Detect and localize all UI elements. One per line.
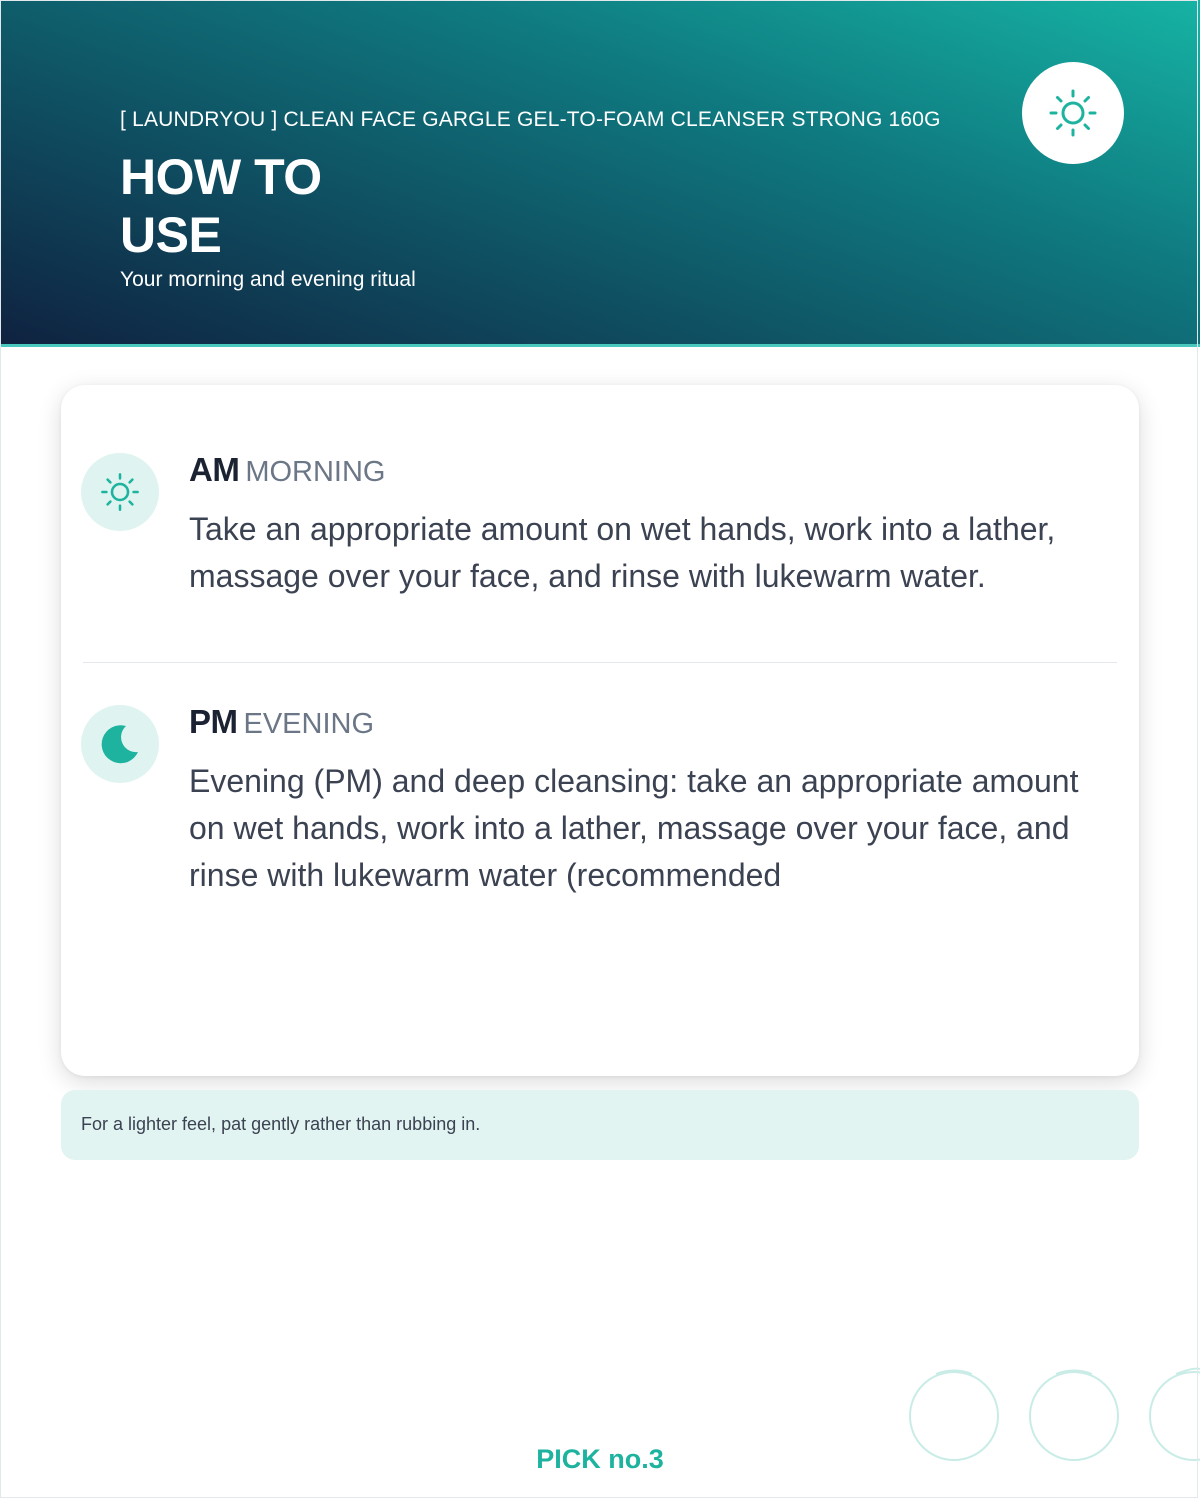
sun-icon <box>1043 83 1103 143</box>
header-banner <box>0 0 1200 344</box>
evening-heading <box>189 703 374 741</box>
morning-instructions: Take an appropriate amount on wet hands, work into a lather, massage over your face, and rinse with lukewarm water. <box>189 511 1056 594</box>
moon-icon <box>96 720 144 768</box>
evening-label: EVENING <box>243 708 375 740</box>
product-name: [ LAUNDRYOU ] CLEAN FACE GARGLE GEL-TO-FOAM CLEANSER STRONG 160G <box>120 108 941 131</box>
page-title-line2: USE <box>120 207 222 263</box>
page-subtitle: Your morning and evening ritual <box>120 268 416 291</box>
evening-instructions: Evening (PM) and deep cleansing: take an appropriate amount on wet hands, work into a lather, massage over your face, and rinse with lukewarm water (recommended <box>189 763 1079 893</box>
page-title <box>120 148 322 264</box>
footer-pick-label: PICK no.3 <box>536 1444 664 1474</box>
header-sun-badge <box>1022 62 1124 164</box>
tip-box <box>61 1090 1139 1160</box>
tip-text: For a lighter feel, pat gently rather than rubbing in. <box>81 1114 481 1134</box>
evening-abbr: PM <box>189 703 238 740</box>
morning-abbr: AM <box>189 451 240 488</box>
sun-icon <box>96 468 144 516</box>
routine-card <box>61 385 1139 1076</box>
morning-heading <box>189 451 386 489</box>
morning-label: MORNING <box>245 456 386 488</box>
morning-icon-badge <box>81 453 159 531</box>
routine-divider <box>83 662 1117 663</box>
page-title-line1: HOW TO <box>120 149 322 205</box>
header-divider <box>0 344 1200 347</box>
evening-icon-badge <box>81 705 159 783</box>
